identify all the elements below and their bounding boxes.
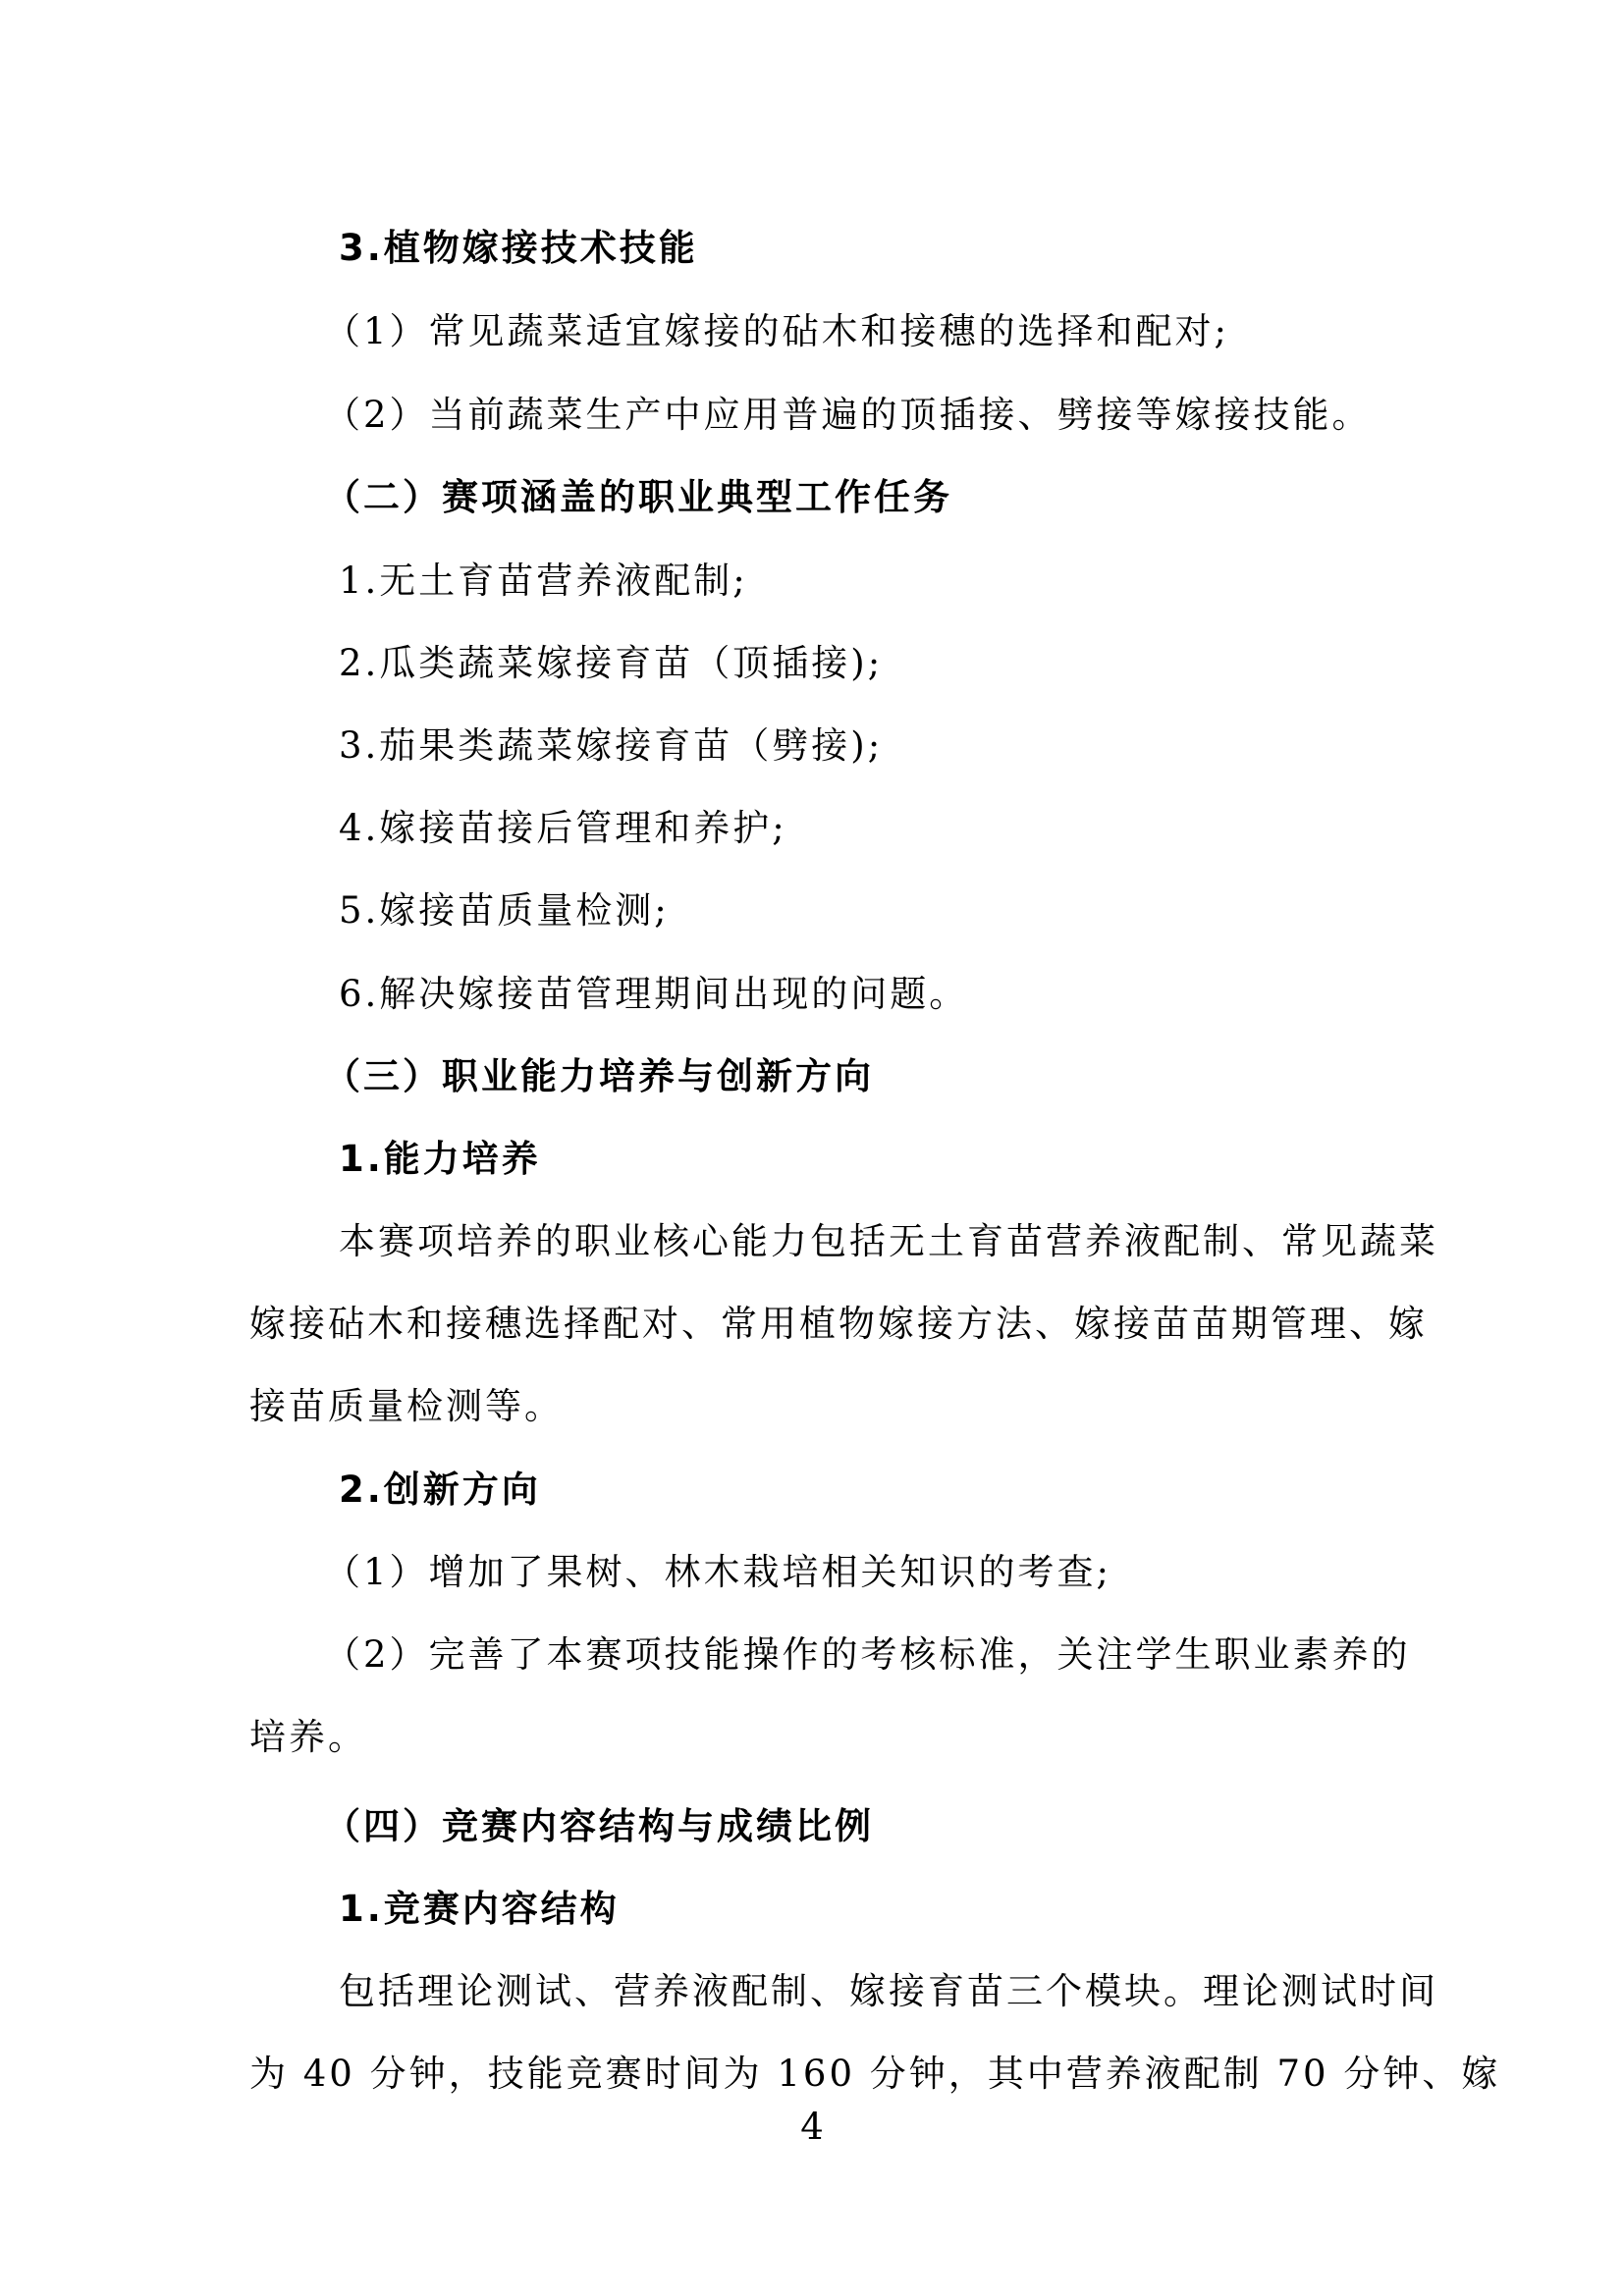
subheading-innovation: 2.创新方向	[339, 1468, 541, 1511]
list-item: 3.茄果类蔬菜嫁接育苗（劈接);	[339, 724, 884, 767]
list-item: 1.无土育苗营养液配制;	[339, 560, 748, 602]
list-item: 5.嫁接苗质量检测;	[339, 889, 670, 932]
paragraph: 本赛项培养的职业核心能力包括无土育苗营养液配制、常见蔬菜	[339, 1220, 1438, 1262]
section-heading-3: （三）职业能力培养与创新方向	[324, 1055, 874, 1097]
list-item: （1）增加了果树、林木栽培相关知识的考查;	[324, 1551, 1112, 1593]
paragraph: 培养。	[249, 1716, 367, 1758]
paragraph: 为 40 分钟，技能竞赛时间为 160 分钟，其中营养液配制 70 分钟、嫁	[249, 2053, 1501, 2095]
list-item: 2.瓜类蔬菜嫁接育苗（顶插接);	[339, 642, 884, 684]
list-item: 6.解决嫁接苗管理期间出现的问题。	[339, 973, 969, 1015]
paragraph: 接苗质量检测等。	[249, 1385, 564, 1427]
subheading-structure: 1.竞赛内容结构	[339, 1888, 620, 1930]
page-number: 4	[800, 2106, 824, 2148]
list-item: 4.嫁接苗接后管理和养护;	[339, 807, 787, 849]
paragraph: （2）当前蔬菜生产中应用普遍的顶插接、劈接等嫁接技能。	[324, 394, 1372, 436]
section-heading-2: （二）赛项涵盖的职业典型工作任务	[324, 476, 952, 518]
subheading-ability: 1.能力培养	[339, 1138, 541, 1180]
section-heading-4: （四）竞赛内容结构与成绩比例	[324, 1805, 874, 1847]
heading-grafting-skills: 3.植物嫁接技术技能	[339, 227, 698, 269]
paragraph: 嫁接砧木和接穗选择配对、常用植物嫁接方法、嫁接苗苗期管理、嫁	[249, 1303, 1428, 1345]
paragraph: 包括理论测试、营养液配制、嫁接育苗三个模块。理论测试时间	[339, 1970, 1438, 2012]
list-item: （2）完善了本赛项技能操作的考核标准，关注学生职业素养的	[324, 1633, 1411, 1676]
paragraph: （1）常见蔬菜适宜嫁接的砧木和接穗的选择和配对;	[324, 310, 1230, 352]
